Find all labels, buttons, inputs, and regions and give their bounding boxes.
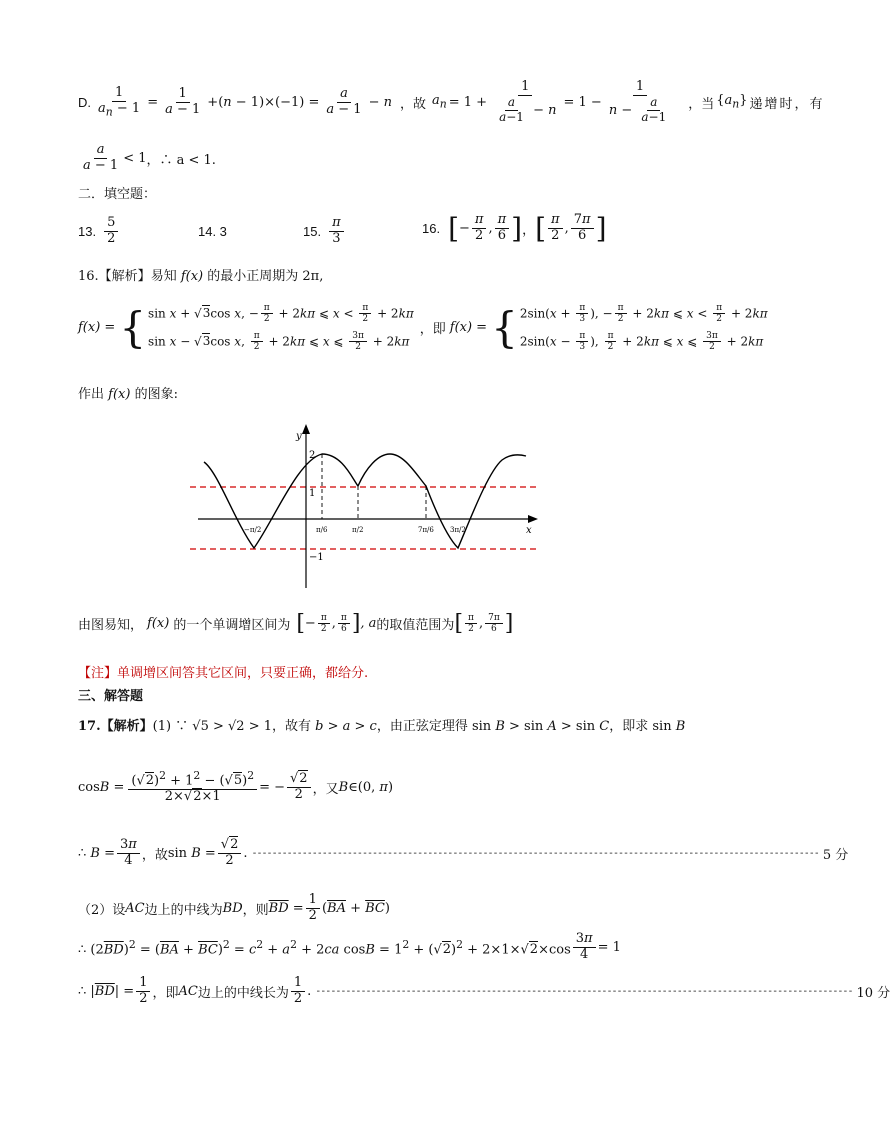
y-tick-2: 2 [309, 450, 316, 461]
x-axis-arrow [528, 515, 538, 523]
q17-angle-line: ∴ B = $\frac{3\pi}{4}$ ，故 sin B = $\frac{√2}{2}$ . ----------------------------------------------------------------------------------------------------------------- 5 分 [78, 837, 849, 868]
choice-d-conclusion: $\frac{a}{a - 1}$ < 1 ，∴ a < 1. [83, 142, 216, 173]
x-tick-neg-pi2: −π/2 [244, 526, 262, 534]
x-tick-7pi6: 7π/6 [418, 526, 434, 534]
answer-15: 15. $\frac{\pi}{3}$ [303, 216, 346, 247]
function-graph [190, 420, 550, 595]
section3-heading: 三、解答题 [78, 689, 144, 704]
answer-13: 13. $\frac{5}{2}$ [78, 216, 120, 247]
q16-label: 16.【解析】 [78, 269, 151, 284]
text-gu: ，故 [399, 96, 426, 112]
q16-note: 【注】单调增区间答其它区间，只要正确，都给分. [78, 666, 369, 681]
q17-part1-line: 17.【解析】(1) ∵ √5 > √2 > 1，故有 b > a > c，由正弦定理得 sin B > sin A > sin C，即求 sin B [78, 719, 686, 734]
score-5: 5 分 [822, 847, 849, 863]
q17-final-line: ∴ $|\overline{BD}|$ = $\frac{1}{2}$ ，即 AC 边上的中线长为 $\frac{1}{2}$ . ----------------------------------------------------------------------------------------------------------- 10 分 [78, 975, 890, 1006]
answer-14: 14. 3 [198, 224, 227, 239]
y-tick-neg1: −1 [309, 552, 324, 563]
y-axis-label: y [296, 431, 302, 442]
x-tick-3pi2: 3π/2 [450, 526, 466, 534]
q17-vector-line: ∴ $(2\overline{BD})^2 = (\overline{BA} + \overline{BC})^2 = c^2 + a^2 + 2ca$ $\cos B = 1^2 + (√2)^2 + 2\times 1\times√2\times\cos$ $\frac{3\pi}{4}$ = 1 [78, 931, 621, 962]
fraction: $\frac{1}{a_n - 1}$ [98, 84, 141, 119]
x-tick-pi2: π/2 [352, 526, 364, 534]
section2-heading: 二．填空题： [78, 187, 157, 202]
text-dizeng: 递增时，有 [749, 96, 825, 112]
draw-graph-text: 作出 f(x) 的图象: [78, 387, 178, 402]
x-axis-label: x [526, 525, 532, 536]
choice-d-label: D. [78, 94, 91, 110]
choice-d-line: D. $\frac{1}{a_n - 1}$ = $\frac{1}{a - 1}$ +(n − 1)×(−1) = $\frac{a}{a - 1}$ − n ，故 $a_n$ = 1 + 1 $\frac{a}{a-1}$ − n = 1 − 1 n − $\frac{a}{a-1}$ ，当 $\{a_n\}$ 递增时，有 [78, 79, 825, 124]
answer-16: 16. [ − $\frac{\pi}{2}$ , $\frac{\pi}{6}$ ] ， [ $\frac{\pi}{2}$ , $\frac{7\pi}{6}$ ] [422, 212, 607, 245]
text-dang: ，当 [688, 96, 715, 112]
q16-analysis-line: 16.【解析】易知 f(x) 的最小正周期为 2π, [78, 269, 324, 284]
piecewise-formula: f(x) = { sin x + √3cos x, − $\frac{\pi}{2}$ + 2kπ ⩽ x < $\frac{\pi}{2}$ + 2kπ sin x − √3cos x, $\frac{\pi}{2}$ + 2kπ ⩽ x ⩽ $\frac{3\pi}{2}$ + 2kπ ，即 f(x) = { 2sin(x + $\frac{\pi}{3}$ ), − $\frac{\pi}{2}$ + 2kπ ⩽ x < $\frac{\pi}{2}$ + 2kπ 2sin(x − $\frac{\pi}{3}$ ), $\frac{\pi}{2}$ + 2kπ ⩽ x ⩽ $\frac{3\pi}{2}$ + 2kπ [78, 302, 768, 353]
q17-part2-line: （2）设 AC 边上的中线为 BD ，则 $\overline{BD}$ = $\frac{1}{2}$ $(\overline{BA} + \overline{BC})$ [78, 892, 390, 923]
q17-cos-line: cosB = $\frac{(√2)^2 + 1^2 - (√5)^2}{2\times√2\times 1}$ = − $\frac{√2}{2}$ ，又 B ∈(0, π) [78, 769, 394, 805]
y-tick-1: 1 [309, 488, 316, 499]
choice-d-conclusion-text: ，∴ a < 1. [146, 152, 216, 168]
q16-conclusion: 由图易知， f(x) 的一个单调增区间为 [ − $\frac{\pi}{2}$ , $\frac{\pi}{6}$ ] , a 的取值范围为 [ $\frac{\pi}{2}$ , $\frac{7\pi}{6}$ ] [78, 611, 514, 636]
x-tick-pi6: π/6 [316, 526, 328, 534]
score-10: 10 分 [856, 985, 890, 1001]
q17-label: 17.【解析】 [78, 719, 153, 734]
y-axis-arrow [302, 424, 310, 434]
